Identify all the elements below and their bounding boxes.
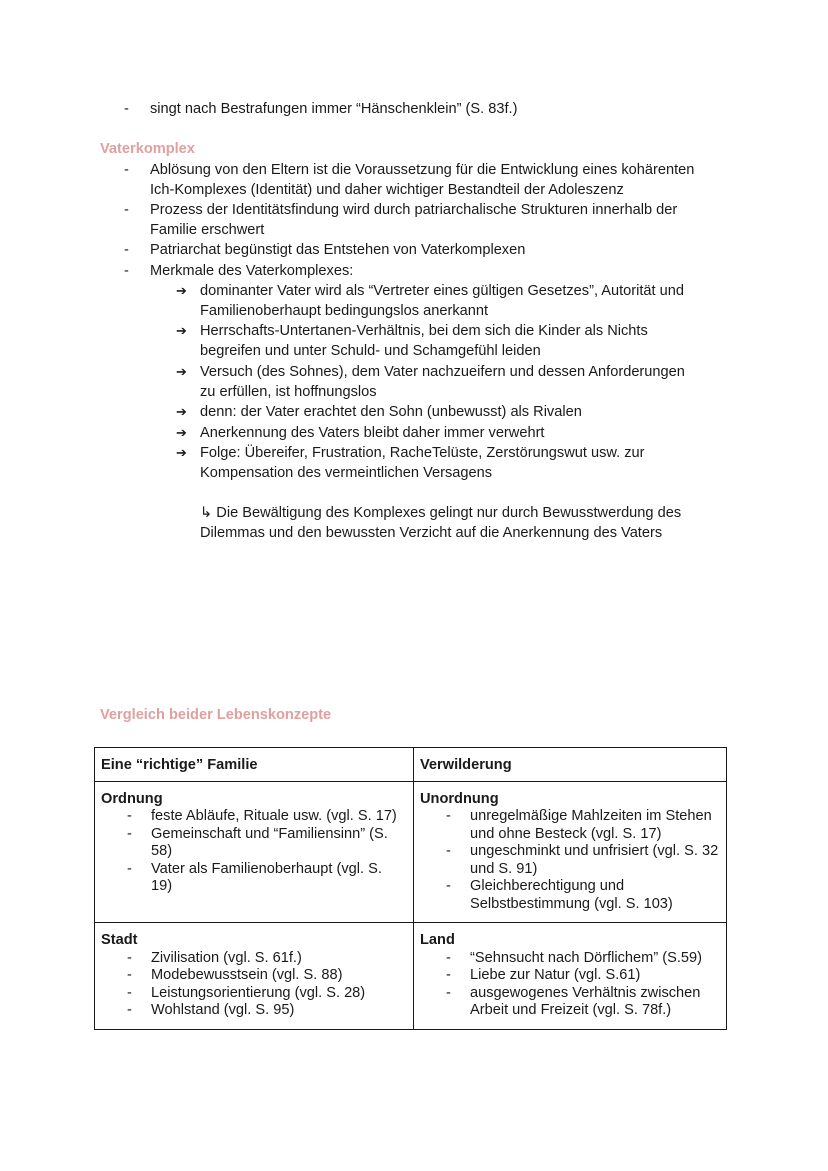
feature-text: Familienoberhaupt bedingungslos anerkannt	[200, 303, 489, 319]
list-item	[420, 967, 720, 985]
list-item	[101, 808, 407, 826]
bullet-text: Ich-Komplexes (Identität) und daher wichtiger Bestandteil der Adoleszenz	[150, 182, 624, 198]
bullet-text: Prozess der Identitätsfindung wird durch patriarchalische Strukturen innerhalb der	[150, 202, 678, 218]
cell-title: Land	[420, 932, 455, 948]
list-item-text: Vater als Familienoberhaupt (vgl. S. 19)	[151, 860, 382, 894]
list-item-text: “Sehnsucht nach Dörflichem” (S.59)	[470, 949, 702, 966]
list-item	[420, 985, 720, 1020]
list-item	[420, 843, 720, 878]
table-header-cell	[95, 748, 414, 782]
list-item-text: Zivilisation (vgl. S. 61f.)	[151, 949, 302, 966]
bullet-dash: -	[446, 949, 451, 966]
bullet-dash: -	[124, 202, 129, 218]
arrow-icon: ➔	[176, 283, 187, 298]
arrow-icon: ➔	[176, 425, 187, 440]
feature-text: Kompensation des vermeintlichen Versagens	[200, 465, 493, 481]
bullet-dash: -	[127, 808, 132, 824]
bullet-text: Ablösung von den Eltern ist die Voraussetzung für die Entwicklung eines kohärenten	[150, 162, 695, 178]
list-item	[101, 967, 407, 985]
list-item-text: Leistungsorientierung (vgl. S. 28)	[151, 984, 366, 1001]
bullet-text: Patriarchat begünstigt das Entstehen von Vaterkomplexen	[150, 242, 526, 258]
table-row	[95, 781, 727, 923]
list-item-text: Modebewusstsein (vgl. S. 88)	[151, 967, 343, 983]
bullet-dash: -	[127, 860, 132, 877]
arrow-icon: ➔	[176, 323, 187, 338]
list-item	[420, 878, 720, 913]
feature-text: begreifen und unter Schuld- und Schamgefühl leiden	[200, 343, 541, 359]
bullet-dash: -	[124, 101, 129, 117]
cell-title: Unordnung	[420, 790, 499, 807]
feature-text: Versuch (des Sohnes), dem Vater nachzueifern und dessen Anforderungen	[200, 364, 685, 380]
feature-text: zu erfüllen, ist hoffnungslos	[200, 384, 377, 400]
comparison-table	[94, 747, 727, 1030]
bullet-dash: -	[127, 1002, 132, 1018]
top-bullet-text: singt nach Bestrafungen immer “Hänschenklein” (S. 83f.)	[150, 101, 518, 117]
column-header-familie: Eine “richtige” Familie	[101, 757, 258, 773]
list-item-text: Liebe zur Natur (vgl. S.61)	[470, 967, 641, 983]
column-header-verwilderung: Verwilderung	[420, 757, 512, 773]
bullet-dash: -	[124, 242, 129, 258]
cell-title: Stadt	[101, 932, 138, 948]
list-item-text: feste Abläufe, Rituale usw. (vgl. S. 17)	[151, 808, 397, 824]
list-item	[101, 950, 407, 968]
section-heading-vergleich: Vergleich beider Lebenskonzepte	[100, 707, 332, 723]
list-item	[101, 861, 407, 896]
list-item	[101, 826, 407, 861]
bullet-text: Familie erschwert	[150, 222, 265, 238]
feature-text: Anerkennung des Vaters bleibt daher immer verwehrt	[200, 425, 545, 441]
table-cell	[414, 781, 727, 923]
table-row	[95, 923, 727, 1030]
cell-title: Ordnung	[101, 790, 163, 807]
list-item	[101, 985, 407, 1003]
bullet-dash: -	[127, 825, 132, 842]
bullet-dash: -	[124, 263, 129, 279]
bullet-dash: -	[446, 808, 451, 824]
cell-list	[101, 950, 407, 1020]
bullet-text: Merkmale des Vaterkomplexes:	[150, 263, 354, 279]
bullet-dash: -	[127, 967, 132, 983]
section-heading-vaterkomplex: Vaterkomplex	[100, 141, 195, 157]
list-item-text: unregelmäßige Mahlzeiten im Stehen und ohne Besteck (vgl. S. 17)	[470, 808, 712, 842]
table-cell	[414, 923, 727, 1030]
list-item	[101, 1002, 407, 1020]
feature-text: dominanter Vater wird als “Vertreter eines gültigen Gesetzes”, Autorität und	[200, 283, 685, 299]
bullet-dash: -	[446, 984, 451, 1001]
feature-text: Herrschafts-Untertanen-Verhältnis, bei dem sich die Kinder als Nichts	[200, 323, 648, 339]
bullet-dash: -	[127, 984, 132, 1001]
list-item-text: ungeschminkt und unfrisiert (vgl. S. 32 und S. 91)	[470, 843, 719, 877]
list-item	[420, 808, 720, 843]
conclusion-text: Dilemmas und den bewussten Verzicht auf die Anerkennung des Vaters	[200, 525, 663, 541]
bullet-dash: -	[446, 967, 451, 983]
arrow-icon: ➔	[176, 364, 187, 379]
table-cell	[95, 781, 414, 923]
conclusion-text: ↳ Die Bewältigung des Komplexes gelingt nur durch Bewusstwerdung des	[200, 505, 682, 521]
bullet-dash: -	[446, 878, 451, 894]
arrow-icon: ➔	[176, 404, 187, 419]
list-item	[420, 950, 720, 968]
arrow-icon: ➔	[176, 445, 187, 460]
bullet-dash: -	[124, 162, 129, 178]
table-header-cell	[414, 748, 727, 782]
feature-text: Folge: Übereifer, Frustration, RacheTelüste, Zerstörungswut usw. zur	[200, 445, 645, 461]
feature-text: denn: der Vater erachtet den Sohn (unbewusst) als Rivalen	[200, 404, 582, 420]
cell-list	[420, 808, 720, 913]
bullet-dash: -	[127, 949, 132, 966]
list-item-text: Gleichberechtigung und Selbstbestimmung (vgl. S. 103)	[470, 878, 673, 912]
list-item-text: Wohlstand (vgl. S. 95)	[151, 1002, 295, 1018]
cell-list	[101, 808, 407, 896]
bullet-dash: -	[446, 843, 451, 859]
list-item-text: Gemeinschaft und “Familiensinn” (S. 58)	[151, 825, 388, 859]
table-cell	[95, 923, 414, 1030]
cell-list	[420, 950, 720, 1020]
list-item-text: ausgewogenes Verhältnis zwischen Arbeit und Freizeit (vgl. S. 78f.)	[470, 984, 701, 1018]
